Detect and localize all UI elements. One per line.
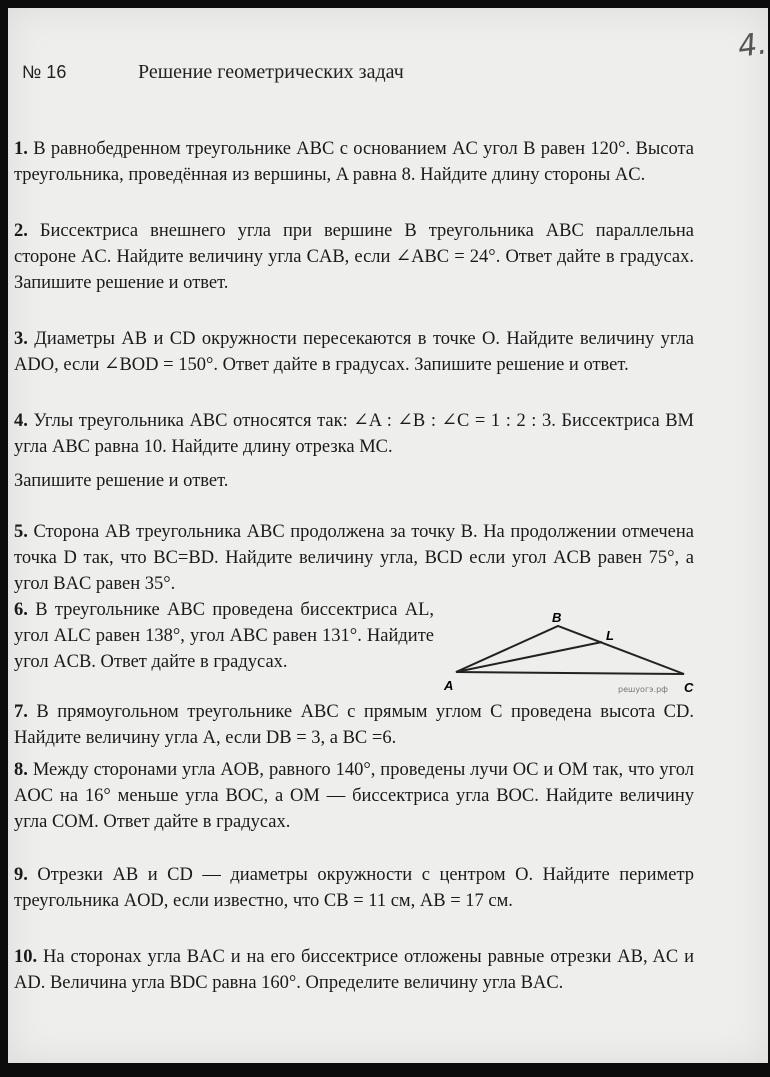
vertex-a-label: A (444, 678, 454, 693)
vertex-b-label: B (552, 610, 562, 625)
triangle-figure (434, 608, 694, 698)
vertex-c-label: C (684, 680, 694, 695)
task-9: 9. Отрезки AB и CD — диаметры окружности с центром O. Найдите периметр треугольника AOD, если известно, что CB = 11 см, AB = 17 см. (14, 865, 694, 911)
task-4: 4. Углы треугольника ABC относятся так: ∠A : ∠B : ∠C = 1 : 2 : 3. Биссектриса BM угла ABC равна 10. Найдите длину отрезка MC. Запишите решение и ответ. (14, 408, 694, 494)
task-5: 5. Сторона AB треугольника ABC продолжена за точку B. На продолжении отмечена точка D так, что BC=BD. Найдите величину угла, BCD если угол ACB равен 75°, а угол BAC равен 35°. (14, 522, 695, 594)
task-7: 7. В прямоугольном треугольнике ABC с прямым углом C проведена высота CD. Найдите величину угла A, если DB = 3, а BC =6. (14, 702, 695, 748)
task-1: 1. В равнобедренном треугольнике ABC с основанием AC угол B равен 120°. Высота треугольника, проведённая из вершины, A равна 8. Найдите длину стороны AC. (14, 139, 694, 185)
point-l-label: L (606, 628, 614, 643)
worksheet-title: Решение геометрических задач (138, 61, 404, 83)
worksheet-number: № 16 (22, 62, 67, 82)
task-8: 8. Между сторонами угла AOB, равного 140°, проведены лучи OC и OM так, что угол AOC на 16° меньше угла BOC, а OM — биссектриса угла BOC. Найдите величину угла COM. Ответ дайте в градусах. (14, 760, 694, 832)
task-6: 6. В треугольнике ABC проведена биссектриса AL, угол ALC равен 138°, угол ABC равен 131°. Найдите угол ACB. Ответ дайте в градусах. (14, 600, 435, 672)
task-3: 3. Диаметры AB и CD окружности пересекаются в точке O. Найдите величину угла ADO, если ∠BOD = 150°. Ответ дайте в градусах. Запишите решение и ответ. (14, 329, 695, 375)
task-2: 2. Биссектриса внешнего угла при вершине B треугольника ABC параллельна стороне AC. Найдите величину угла CAB, если ∠ABC = 24°. Ответ дайте в градусах. Запишите решение и ответ. (14, 221, 694, 293)
task-4-note: Запишите решение и ответ. (14, 471, 229, 491)
task-10: 10. На сторонах угла BAC и на его биссектрисе отложены равные отрезки AB, AC и AD. Величина угла BDC равна 160°. Определите величину угла BAC. (14, 947, 694, 993)
watermark: решуогэ.рф (618, 685, 669, 694)
handwritten-grade: 4. (735, 26, 769, 65)
